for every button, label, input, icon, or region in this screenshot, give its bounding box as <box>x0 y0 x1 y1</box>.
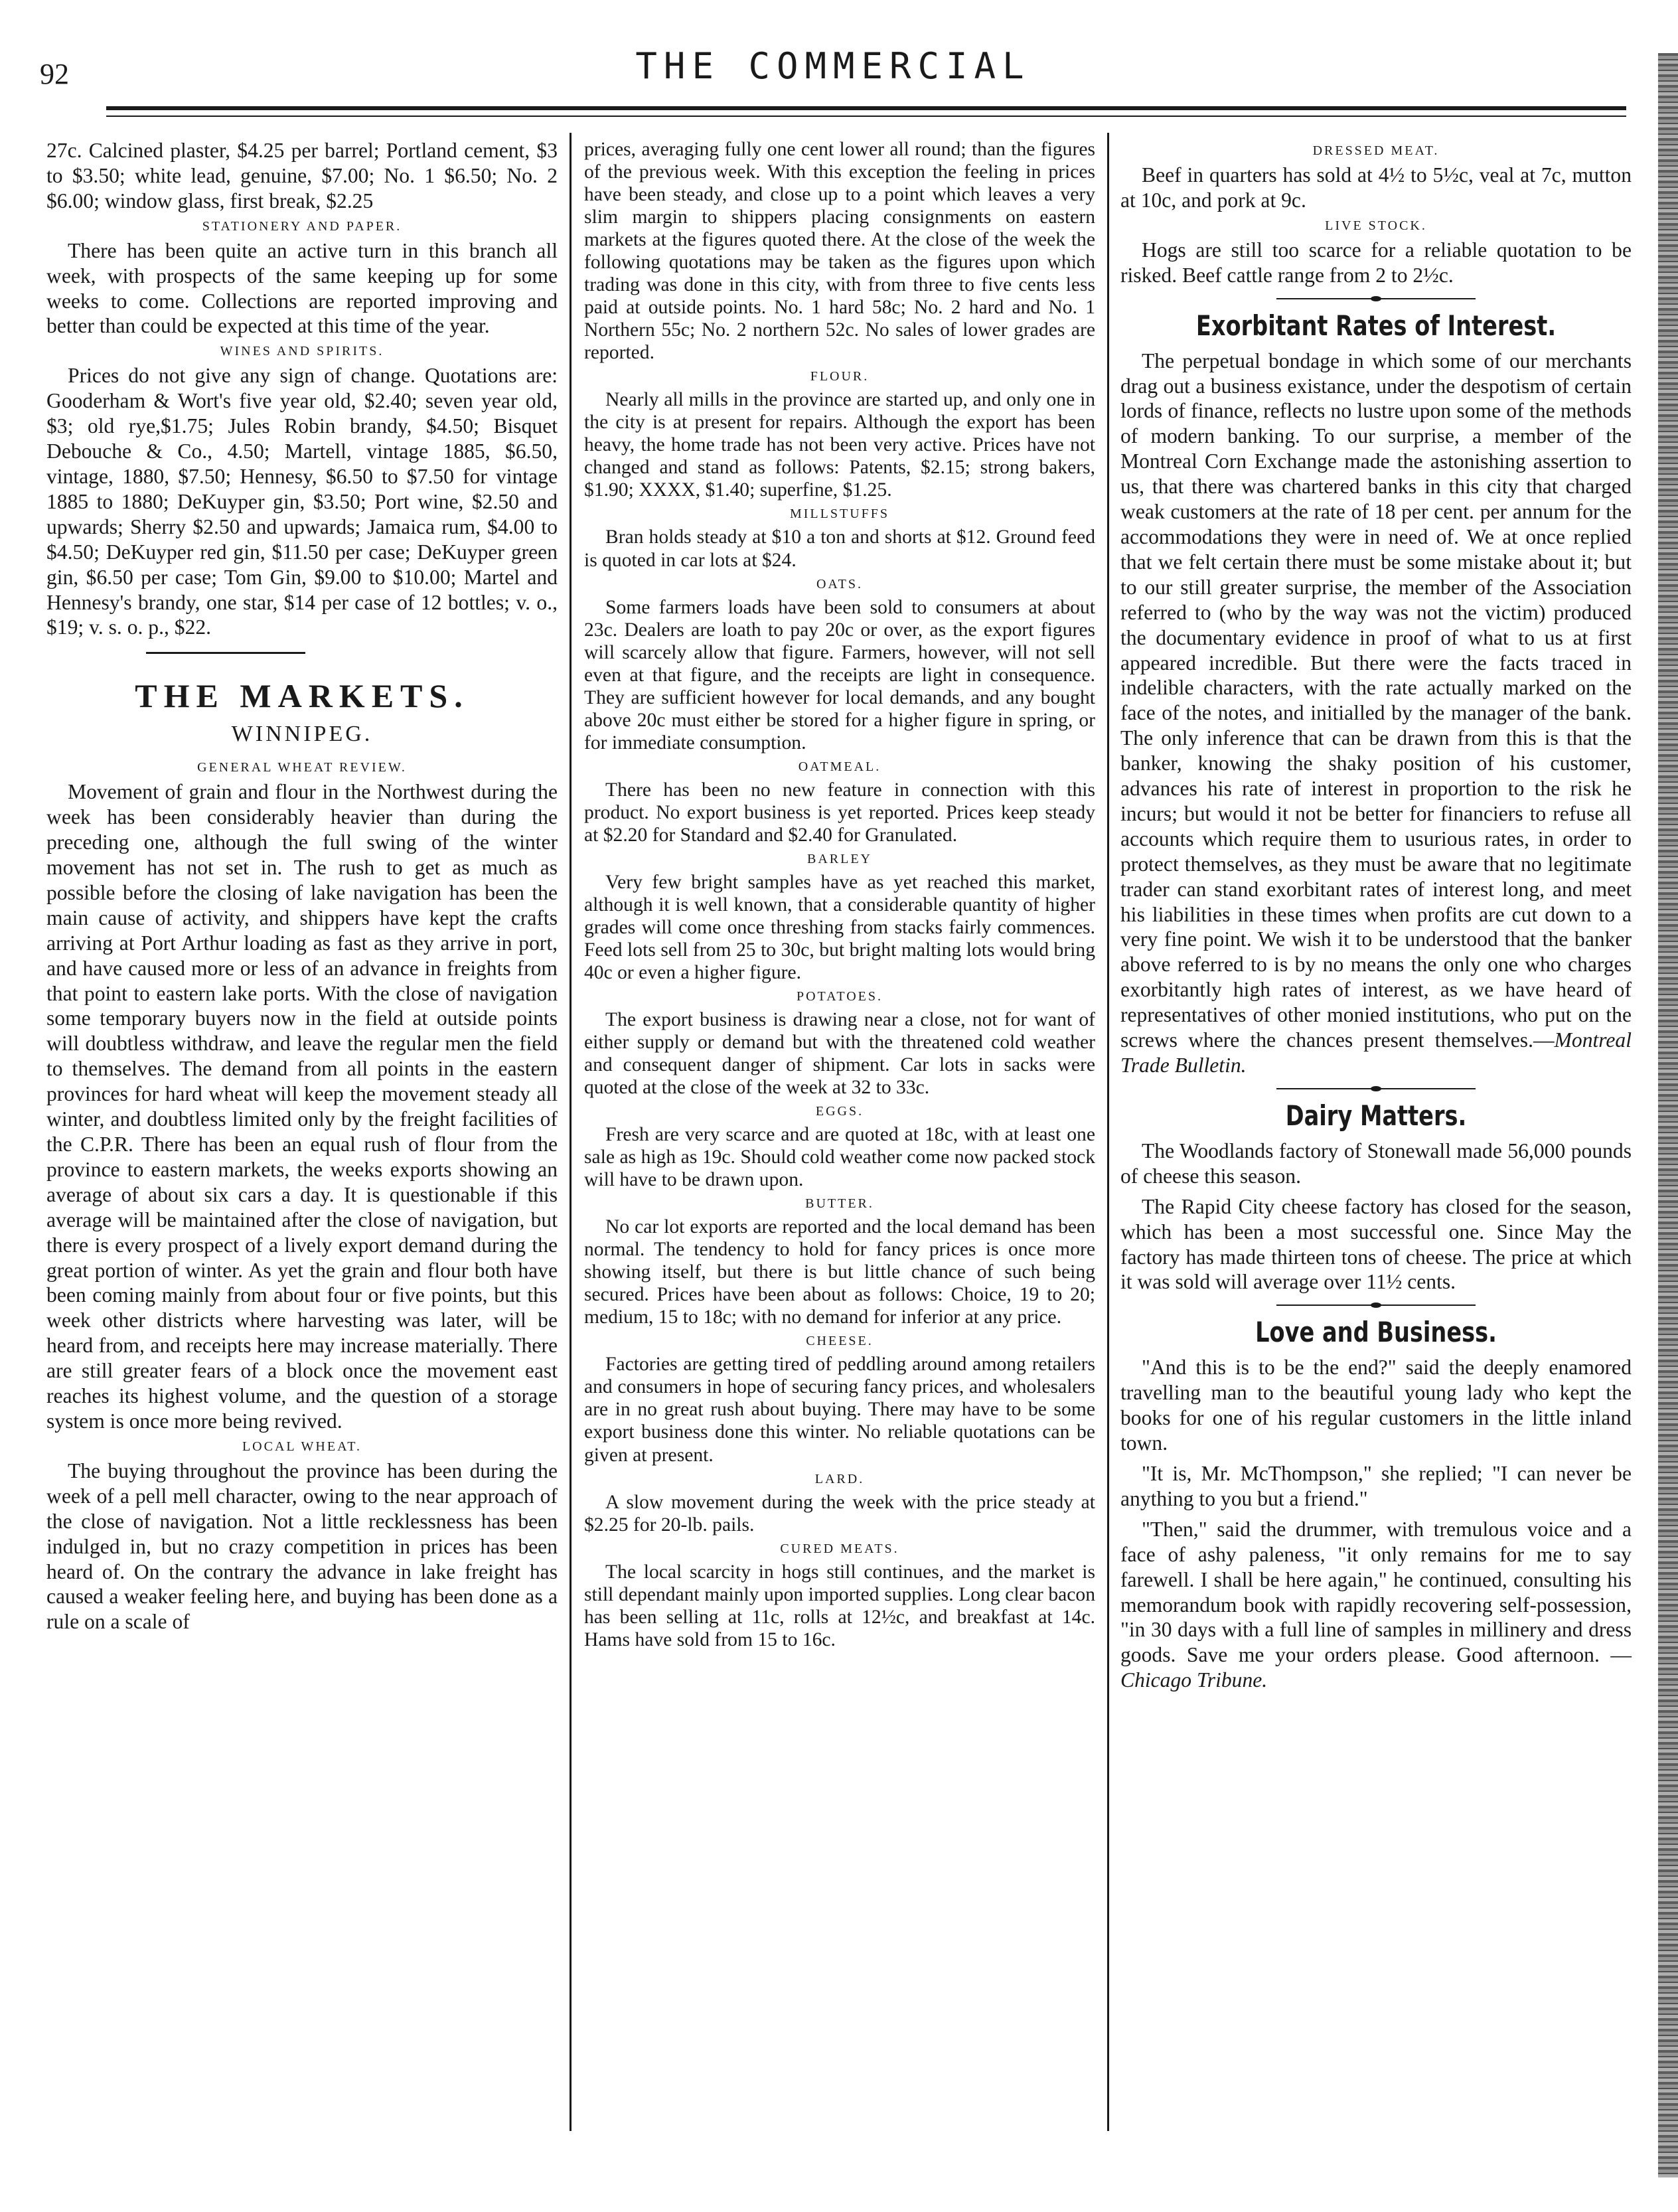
heading-winnipeg: WINNIPEG. <box>231 722 373 747</box>
paragraph-building-materials: 27c. Calcined plaster, $4.25 per barrel; Portland cement, $3 to $3.50; white lead, genuine, $7.00; No. 1 $6.50; No. 2 $6.00; window glass, first break, $2.25 <box>46 139 558 212</box>
paragraph-wheat-continued: prices, averaging fully one cent lower all round; than the figures of the previous week. With this exception the feeling in prices have been steady, and close up to a point which leaves a very slim margin to shippers placing consignments on eastern markets at the figures quoted there. At the close of the week the following quotations may be taken as the figures upon which trading was done in this city, with from three to five cents less paid at outside points. No. 1 hard 58c; No. 2 hard and No. 1 Northern 55c; No. 2 northern 52c. No sales of lower grades are reported. <box>584 139 1095 364</box>
source-attribution: Montreal Trade Bulletin. <box>1120 1028 1632 1077</box>
subheading-stationery: STATIONERY AND PAPER. <box>202 218 402 234</box>
paragraph-butter: No car lot exports are reported and the local demand has been normal. The tendency to hold for fancy prices is once more showing itself, but there is but little chance of such being secured. Prices have been about as follows: Choice, 19 to 20; medium, 15 to 18c; with no demand for inferior at any price. <box>584 1216 1095 1328</box>
ornament-rule <box>1276 1303 1476 1308</box>
subheading-live-stock: LIVE STOCK. <box>1325 218 1427 233</box>
paragraph-millstuffs: Bran holds steady at $10 a ton and shorts at $12. Ground feed is quoted in car lots at $24. <box>584 526 1095 571</box>
paragraph-oats: Some farmers loads have been sold to consumers at about 23c. Dealers are loath to pay 20c or over, as the export figures will scarcely allow that figure. Farmers, however, will not sell even at that figure, and the receipts are light in consequence. They are sufficient however for local demands, and any bought above 20c must either be stored for a higher figure in spring, or for immediate consumption. <box>584 596 1095 753</box>
subheading-cheese: CHEESE. <box>806 1334 874 1349</box>
heading-exorbitant-rates: Exorbitant Rates of Interest. <box>1195 309 1557 342</box>
subheading-cured-meats: CURED MEATS. <box>780 1541 899 1556</box>
paragraph-dressed-meat: Beef in quarters has sold at 4½ to 5½c, veal at 7c, mutton at 10c, and pork at 9c. <box>1120 163 1632 212</box>
subheading-butter: BUTTER. <box>805 1196 874 1212</box>
paragraph-love-2: "It is, Mr. McThompson," she replied; "I can never be anything to you but a friend." <box>1120 1461 1632 1510</box>
paragraph-love-3-text: "Then," said the drummer, with tremulous voice and a face of ashy paleness, "it only remains for me to say farewell. I shall be here again," he continued, consulting his memorandum book with rapidly recovering self-possession, "in 30 days with a full line of samples in millinery and dress goods. Save me your orders please. Good afternoon. — <box>1120 1517 1632 1667</box>
masthead-title: THE COMMERCIAL <box>635 45 1031 87</box>
paragraph-oatmeal: There has been no new feature in connection with this product. No export business is yet reported. Prices keep steady at $2.20 for Standard and $2.40 for Granulated. <box>584 779 1095 846</box>
subheading-flour: FLOUR. <box>810 369 870 384</box>
source-attribution: Chicago Tribune. <box>1120 1668 1268 1692</box>
paragraph-live-stock: Hogs are still too scarce for a reliable quotation to be risked. Beef cattle range from 2 to 2½c. <box>1120 238 1632 287</box>
column-2 <box>584 138 1095 1656</box>
paragraph-potatoes: The export business is drawing near a close, not for want of either supply or demand but with the threatened cold weather and consequent danger of shipment. Car lots in sacks were quoted at the close of the week at 32 to 33c. <box>584 1009 1095 1099</box>
paragraph-wines: Prices do not give any sign of change. Quotations are: Gooderham & Wort's five year old, $2.40; seven year old, $3; old rye,$1.75; Jules Robin brandy, $4.50; Bisquet Debouche & Co., 4.50; Martell, vintage 1885, $6.50, vintage, 1880, $7.50; Hennesy, $6.50 to $7.50 for vintage 1885 to 1880; DeKuyper gin, $3.50; Port wine, $2.50 and upwards; Sherry $2.50 and upwards; Jamaica rum, $4.00 to $4.50; DeKuyper red gin, $11.50 per case; DeKuyper green gin, $6.50 per case; Tom Gin, $9.00 to $10.00; Martel and Hennesy's brandy, one star, $14 per case of 12 bottles; v. o., $19; v. s. o. p., $22. <box>46 364 558 639</box>
column-1 <box>46 138 558 1640</box>
paragraph-exorbitant-text: The perpetual bondage in which some of our merchants drag out a business existance, under the despotism of certain lords of finance, reflects no lustre upon some of the methods of modern banking. To our surprise, a member of the Montreal Corn Exchange made the astonishing assertion to us, that there was chartered banks in this city that charged weak customers at the rate of 18 per cent. per annum for the accommodations they were in need of. We at once replied that we felt certain there must be some mistake about it; but to our still greater surprise, the member of the Association referred to (who by the way was not the victim) produced the documentary evidence in proof of what to us at first appeared incredible. But there were the facts traced in indelible characters, with the rate actually marked on the face of the notes, and initialled by the manager of the bank. The only inference that can be drawn from this is that the banker, knowing the shaky position of his customer, advances his rate of interest in proportion to the risk he incurs; but would it not be better for financiers to refuse all accounts which require them to usurious rates, in order to protect themselves, as they must be aware that no legitimate trader can stand exorbitant rates of interest long, and meet his liabilities in these times when profits are cut down to a very fine point. We wish it to be understood that the banker above referred to is by no means the only one who charges exorbitantly high rates of interest, as we have heard of representatives of other monied institutions, who put on the screws where the chances present themselves.— <box>1120 349 1632 1052</box>
paragraph-flour: Nearly all mills in the province are started up, and only one in the city is at present for repairs. Although the export has been heavy, the home trade has not been very active. Prices have not changed and stand as follows: Patents, $2.15; strong bakers, $1.90; XXXX, $1.40; superfine, $1.25. <box>584 389 1095 501</box>
paragraph-local-wheat: The buying throughout the province has been during the week of a pell mell character, owing to the near approach of the close of navigation. Not a little recklessness has been indulged in, but no crazy competition in prices has been heard of. On the contrary the advance in lake freight has caused a weaker feeling here, and buying has been done as a rule on a scale of <box>46 1459 558 1634</box>
ornament-rule <box>1276 296 1476 301</box>
paragraph-love-1: "And this is to be the end?" said the deeply enamored travelling man to the beautiful young lady who kept the books for one of his regular customers in the little inland town. <box>1120 1356 1632 1455</box>
subheading-lard: LARD. <box>814 1471 865 1486</box>
paragraph-barley: Very few bright samples have as yet reached this market, although it is well known, that a considerable quantity of higher grades will come once threshing from stacks fairly commences. Feed lots sell from 25 to 30c, but bright malting lots would bring 40c or even a higher figure. <box>584 871 1095 983</box>
header-rule <box>106 106 1626 110</box>
paragraph-stationery: There has been quite an active turn in this branch all week, with prospects of the same keeping up for some weeks to come. Collections are reported improving and better than could be expected at this time of the year. <box>46 238 558 338</box>
column-divider <box>570 133 572 2131</box>
subheading-oats: OATS. <box>816 576 863 592</box>
header-rule-thin <box>106 116 1626 117</box>
column-divider <box>1107 133 1109 2131</box>
paragraph-lard: A slow movement during the week with the price steady at $2.25 for 20-lb. pails. <box>584 1491 1095 1536</box>
subheading-local-wheat: LOCAL WHEAT. <box>242 1439 362 1454</box>
paragraph-eggs: Fresh are very scarce and are quoted at 18c, with at least one sale as high as 19c. Should cold weather come now packed stock will have to be drawn upon. <box>584 1124 1095 1191</box>
subheading-potatoes: POTATOES. <box>796 989 883 1004</box>
subheading-wines: WINES AND SPIRITS. <box>220 344 384 359</box>
subheading-oatmeal: OATMEAL. <box>798 759 881 774</box>
heading-love-and-business: Love and Business. <box>1255 1316 1497 1349</box>
subheading-eggs: EGGS. <box>815 1104 864 1119</box>
subheading-general-wheat: GENERAL WHEAT REVIEW. <box>197 760 407 775</box>
page-number: 92 <box>40 58 69 90</box>
subheading-barley: BARLEY <box>807 851 872 866</box>
heading-dairy-matters: Dairy Matters. <box>1285 1099 1467 1132</box>
page-header <box>40 45 1626 118</box>
paragraph-love-3 <box>1120 1517 1632 1693</box>
heading-the-markets: THE MARKETS. <box>135 677 469 715</box>
paragraph-dairy-1: The Woodlands factory of Stonewall made 56,000 pounds of cheese this season. <box>1120 1139 1632 1188</box>
paragraph-exorbitant-rates <box>1120 349 1632 1078</box>
section-rule <box>146 652 305 654</box>
paragraph-cheese: Factories are getting tired of peddling around among retailers and consumers in hope of securing fancy prices, and wholesalers are in no great rush about buying. There may have to be some export business done this winter. No reliable quotations can be given at present. <box>584 1354 1095 1466</box>
subheading-millstuffs: MILLSTUFFS <box>789 507 890 522</box>
paragraph-general-wheat: Movement of grain and flour in the Northwest during the week has been considerably heavier than during the preceding one, although the full swing of the winter movement has not set in. The rush to get as much as possible before the closing of lake navigation has been the main cause of activity, and shippers have kept the crafts arriving at Port Arthur loading as fast as they arrive in port, and have caused more or less of an advance in freights from that point to eastern lake ports. With the close of navigation some temporary buyers now in the field at outside points will doubtless withdraw, and leave the regular men the field to themselves. The demand from all points in the eastern provinces for hard wheat will keep the movement steady all winter, and doubtless limited only by the freight facilities of the C.P.R. There has been an equal rush of flour from the province to eastern markets, the weeks exports showing an average of about six cars a day. It is questionable if this average will be maintained after the close of navigation, but there is every prospect of a lively export demand during the great portion of winter. As yet the grain and flour both have been coming mainly from about four or five points, but this week other districts where harvesting was later, will be heard from, and receipts here may increase materially. There are still greater fears of a block once the movement east reaches its highest volume, and the question of a storage system is once more being revived. <box>46 780 558 1433</box>
subheading-dressed-meat: DRESSED MEAT. <box>1312 143 1440 158</box>
page-edge-scan <box>1658 53 1678 2177</box>
column-3 <box>1120 138 1632 1698</box>
paragraph-cured-meats: The local scarcity in hogs still continues, and the market is still dependant mainly upon imported supplies. Long clear bacon has been selling at 11c, rolls at 12½c, and breakfast at 14c. Hams have sold from 15 to 16c. <box>584 1561 1095 1650</box>
paragraph-dairy-2: The Rapid City cheese factory has closed for the season, which has been a most successful one. Since May the factory has made thirteen tons of cheese. The price at which it was sold will average over 11½ cents. <box>1120 1194 1632 1294</box>
ornament-rule <box>1276 1086 1476 1091</box>
